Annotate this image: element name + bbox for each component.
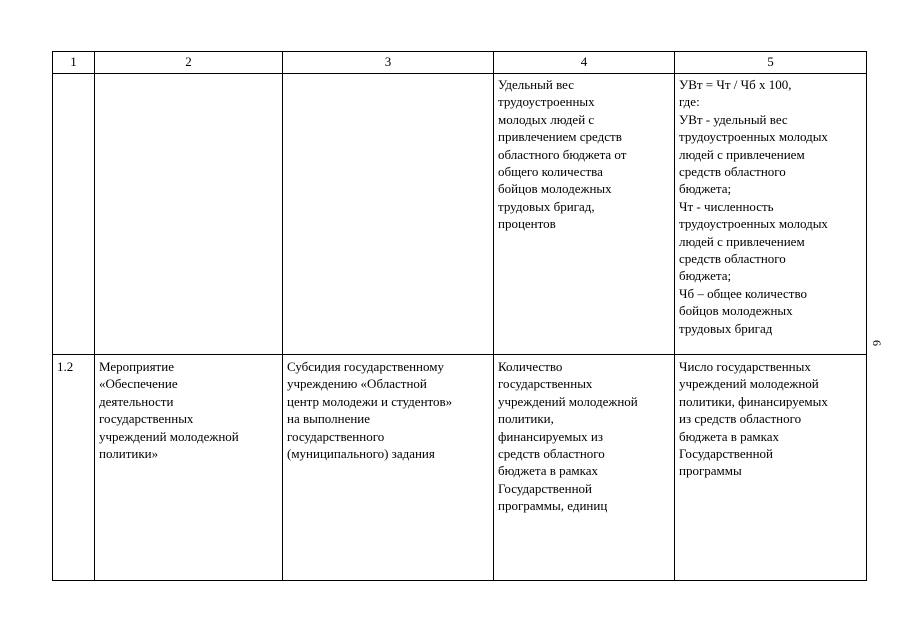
page-number: 6 xyxy=(870,340,884,346)
subsidy-description-cell xyxy=(283,74,494,355)
indicator-table xyxy=(52,51,867,581)
activity-name-cell: Мероприятие «Обеспечение деятельности государственных учреждений молодежной политики» xyxy=(95,355,283,581)
header-cell-2: 2 xyxy=(95,52,283,74)
table-header-row xyxy=(53,52,867,74)
header-cell-1: 1 xyxy=(53,52,95,74)
calculation-method-cell: Число государственных учреждений молодежной политики, финансируемых из средств областного бюджета в рамках Государственной программы xyxy=(675,355,867,581)
activity-name-cell xyxy=(95,74,283,355)
subsidy-description-cell: Субсидия государственному учреждению «Областной центр молодежи и студентов» на выполнение государственного (муниципального) задания xyxy=(283,355,494,581)
table-row xyxy=(53,355,867,581)
table-row xyxy=(53,74,867,355)
indicator-name-cell: Количество государственных учреждений молодежной политики, финансируемых из средств областного бюджета в рамках Государственной программы, единиц xyxy=(494,355,675,581)
row-number-cell: 1.2 xyxy=(53,355,95,581)
header-cell-5: 5 xyxy=(675,52,867,74)
row-number-cell xyxy=(53,74,95,355)
header-cell-4: 4 xyxy=(494,52,675,74)
calculation-method-cell: УВт = Чт / Чб х 100, где: УВт - удельный вес трудоустроенных молодых людей с привлечением средств областного бюджета; Чт - численность трудоустроенных молодых людей с привлечением средств областного бюджета; Чб – общее количество бойцов молодежных трудовых бригад xyxy=(675,74,867,355)
header-cell-3: 3 xyxy=(283,52,494,74)
indicator-name-cell: Удельный вес трудоустроенных молодых людей с привлечением средств областного бюджета от общего количества бойцов молодежных трудовых бригад, процентов xyxy=(494,74,675,355)
